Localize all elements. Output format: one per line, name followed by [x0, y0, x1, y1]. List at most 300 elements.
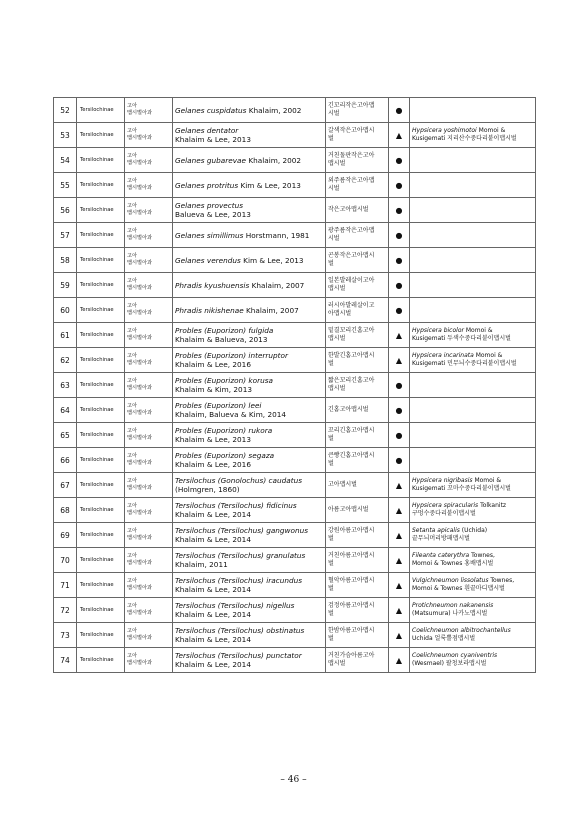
host-cell-host-italic: Hypsicera spiracularis [412, 502, 479, 509]
scientific-name-cell [173, 398, 326, 423]
subfamily-cell-subfamily: Tersilochinae [80, 532, 114, 538]
korean-name-cell [326, 523, 389, 548]
family-cell [125, 198, 173, 223]
status-mark [389, 548, 410, 573]
scientific-name-cell-sci-line2: Khalaim & Lee, 2014 [175, 585, 251, 594]
family-cell-family: 고아 맵시벌아과 [127, 278, 153, 291]
korean-name-cell [326, 573, 389, 598]
scientific-name-cell-sci-italic: Probles (Euporizon) korusa [175, 376, 274, 385]
scientific-name-cell-sci-plain: Khalaim, 2002 [246, 105, 302, 115]
scientific-name-cell-sci-line2: Khalaim & Kim, 2013 [175, 385, 252, 394]
subfamily-cell-subfamily: Tersilochinae [80, 332, 114, 338]
host-cell-host-italic: Vulgichneumon lissolatus [412, 577, 489, 584]
status-mark [389, 473, 410, 498]
subfamily-cell-subfamily: Tersilochinae [80, 607, 114, 613]
table-row [54, 173, 536, 198]
family-cell-family: 고아 맵시벌아과 [127, 253, 153, 266]
scientific-name-cell-sci-italic: Tersilochus (Tersilochus) iracundus [175, 576, 303, 585]
scientific-name-cell-sci-line2: Khalaim & Lee, 2016 [175, 460, 251, 469]
korean-name-cell [326, 623, 389, 648]
korean-name-cell [326, 548, 389, 573]
subfamily-cell-subfamily: Tersilochinae [80, 657, 114, 663]
row-number [54, 198, 77, 223]
korean-name-cell [326, 148, 389, 173]
row-number-no: 68 [60, 505, 70, 515]
scientific-name-cell-sci-italic: Probles (Euporizon) leei [175, 401, 262, 410]
family-cell-family: 고아 맵시벌아과 [127, 628, 153, 641]
row-number [54, 423, 77, 448]
korean-name-cell-korean: 검정아름고아맵시 벌 [328, 602, 375, 617]
subfamily-cell [77, 498, 125, 523]
korean-name-cell-korean: 고아맵시벌 [328, 481, 357, 488]
table-row [54, 348, 536, 373]
host-cell-host-plain: Townes, [469, 552, 495, 559]
host-cell-host-plain: (Uchida) [459, 527, 488, 534]
scientific-name-cell-sci-italic: Tersilochus (Tersilochus) punctator [175, 651, 302, 660]
table-row [54, 198, 536, 223]
scientific-name-cell-sci-italic: Gelanes provectus [175, 201, 244, 210]
table-row [54, 523, 536, 548]
family-cell-family: 고아 맵시벌아과 [127, 203, 153, 216]
status-mark [389, 623, 410, 648]
status-mark-mark: ● [395, 155, 403, 165]
table-row [54, 123, 536, 148]
row-number-no: 59 [60, 280, 70, 290]
family-cell [125, 398, 173, 423]
table-row [54, 373, 536, 398]
scientific-name-cell-sci-italic: Gelanes dentator [175, 126, 239, 135]
subfamily-cell [77, 98, 125, 123]
family-cell-family: 고아 맵시벌아과 [127, 153, 153, 166]
family-cell-family: 고아 맵시벌아과 [127, 653, 153, 666]
status-mark-mark: ● [395, 455, 403, 465]
subfamily-cell-subfamily: Tersilochinae [80, 232, 114, 238]
row-number-no: 61 [60, 330, 70, 340]
row-number [54, 573, 77, 598]
host-cell-host-line2: Kusigemati 두색수중다리붙이맵시벌 [412, 335, 511, 342]
status-mark-mark: ▲ [395, 480, 403, 490]
scientific-name-cell [173, 498, 326, 523]
subfamily-cell [77, 123, 125, 148]
host-cell-host-line2: Kusigemati 민무늬수중다리붙이맵시벌 [412, 360, 517, 367]
subfamily-cell [77, 273, 125, 298]
subfamily-cell-subfamily: Tersilochinae [80, 107, 114, 113]
row-number-no: 64 [60, 405, 70, 415]
table-row [54, 423, 536, 448]
row-number-no: 54 [60, 155, 70, 165]
scientific-name-cell-sci-line2: Khalaim & Lee, 2014 [175, 535, 251, 544]
scientific-name-cell-sci-italic: Probles (Euporizon) interruptor [175, 351, 289, 360]
scientific-name-cell [173, 523, 326, 548]
status-mark [389, 223, 410, 248]
scientific-name-cell-sci-line2: Khalaim, 2011 [175, 560, 228, 569]
subfamily-cell [77, 548, 125, 573]
korean-name-cell [326, 598, 389, 623]
subfamily-cell [77, 348, 125, 373]
scientific-name-cell-sci-plain: Kim & Lee, 2013 [238, 180, 301, 190]
row-number [54, 98, 77, 123]
row-number-no: 55 [60, 180, 70, 190]
family-cell-family: 고아 맵시벌아과 [127, 228, 153, 241]
scientific-name-cell [173, 223, 326, 248]
korean-name-cell-korean: 강원아름고아맵시 벌 [328, 527, 375, 542]
family-cell [125, 498, 173, 523]
subfamily-cell [77, 223, 125, 248]
table-row [54, 98, 536, 123]
table-row [54, 623, 536, 648]
family-cell-family: 고아 맵시벌아과 [127, 128, 153, 141]
scientific-name-cell [173, 548, 326, 573]
korean-name-cell [326, 473, 389, 498]
row-number [54, 123, 77, 148]
table-row [54, 298, 536, 323]
family-cell-family: 고아 맵시벌아과 [127, 428, 153, 441]
host-cell [410, 298, 536, 323]
host-cell [410, 498, 536, 523]
row-number [54, 548, 77, 573]
subfamily-cell-subfamily: Tersilochinae [80, 432, 114, 438]
status-mark [389, 348, 410, 373]
korean-name-cell [326, 373, 389, 398]
family-cell [125, 623, 173, 648]
korean-name-cell [326, 98, 389, 123]
family-cell-family: 고아 맵시벌아과 [127, 178, 153, 191]
scientific-name-cell [173, 173, 326, 198]
family-cell [125, 423, 173, 448]
host-cell-host-plain: Momoi & [472, 477, 502, 484]
family-cell [125, 223, 173, 248]
subfamily-cell-subfamily: Tersilochinae [80, 307, 114, 313]
host-cell [410, 173, 536, 198]
family-cell [125, 448, 173, 473]
korean-name-cell-korean: 혈악아름고아맵시 벌 [328, 577, 375, 592]
table-row [54, 473, 536, 498]
host-cell [410, 598, 536, 623]
family-cell [125, 98, 173, 123]
family-cell-family: 고아 맵시벌아과 [127, 578, 153, 591]
status-mark-mark: ● [395, 105, 403, 115]
host-cell-host-plain: Momoi & [463, 327, 493, 334]
status-mark [389, 598, 410, 623]
scientific-name-cell-sci-italic: Gelanes protritus [175, 180, 239, 190]
host-cell-host-plain: Momoi & [473, 352, 503, 359]
host-cell [410, 648, 536, 673]
korean-name-cell-korean: 곤봉작은고아맵시 벌 [328, 252, 375, 267]
family-cell-family: 고아 맵시벌아과 [127, 478, 153, 491]
subfamily-cell-subfamily: Tersilochinae [80, 157, 114, 163]
status-mark [389, 373, 410, 398]
subfamily-cell [77, 598, 125, 623]
row-number-no: 57 [60, 230, 70, 240]
subfamily-cell [77, 448, 125, 473]
host-cell [410, 473, 536, 498]
row-number [54, 348, 77, 373]
family-cell [125, 548, 173, 573]
korean-name-cell-korean: 광주름작은고아맵 시벌 [328, 227, 375, 242]
scientific-name-cell [173, 423, 326, 448]
status-mark [389, 123, 410, 148]
subfamily-cell-subfamily: Tersilochinae [80, 282, 114, 288]
family-cell [125, 123, 173, 148]
subfamily-cell-subfamily: Tersilochinae [80, 557, 114, 563]
status-mark-mark: ▲ [395, 555, 403, 565]
subfamily-cell [77, 573, 125, 598]
family-cell [125, 148, 173, 173]
status-mark [389, 273, 410, 298]
row-number-no: 62 [60, 355, 70, 365]
status-mark-mark: ● [395, 405, 403, 415]
subfamily-cell-subfamily: Tersilochinae [80, 507, 114, 513]
status-mark [389, 573, 410, 598]
host-cell-host-line2: Momoi & Townes 홍배맵시벌 [412, 560, 494, 567]
korean-name-cell-korean: 갈색작은고아맵시 벌 [328, 127, 375, 142]
family-cell [125, 173, 173, 198]
korean-name-cell-korean: 한발긴홈고아맵시 벌 [328, 352, 375, 367]
status-mark [389, 98, 410, 123]
scientific-name-cell-sci-italic: Gelanes cuspidatus [175, 105, 247, 115]
host-cell-host-italic: Hypsicera yoshimotoi [412, 127, 477, 134]
korean-name-cell-korean: 큰빵긴홈고아맵시 벌 [328, 452, 375, 467]
scientific-name-cell-sci-plain: Khalaim, 2002 [246, 155, 302, 165]
family-cell [125, 523, 173, 548]
korean-name-cell-korean: 긴꼬리작은고아맵 시벌 [328, 102, 375, 117]
row-number [54, 448, 77, 473]
table-row [54, 498, 536, 523]
subfamily-cell-subfamily: Tersilochinae [80, 407, 114, 413]
korean-name-cell [326, 298, 389, 323]
scientific-name-cell-sci-italic: Probles (Euporizon) segaza [175, 451, 275, 460]
korean-name-cell [326, 648, 389, 673]
row-number-no: 73 [60, 630, 70, 640]
host-cell-host-line2: Momoi & Townes 흰끝마디맵시벌 [412, 585, 505, 592]
subfamily-cell [77, 473, 125, 498]
subfamily-cell [77, 298, 125, 323]
status-mark-mark: ▲ [395, 505, 403, 515]
table-row [54, 273, 536, 298]
family-cell-family: 고아 맵시벌아과 [127, 328, 153, 341]
table-row [54, 248, 536, 273]
row-number-no: 66 [60, 455, 70, 465]
korean-name-cell-korean: 외주름작은고아맵 시벌 [328, 177, 375, 192]
subfamily-cell [77, 398, 125, 423]
host-cell [410, 223, 536, 248]
host-cell [410, 273, 536, 298]
table-row [54, 648, 536, 673]
status-mark [389, 298, 410, 323]
host-cell-host-plain: Tolkanitz [478, 502, 507, 509]
host-cell-host-italic: Hypsicera nigribasis [412, 477, 473, 484]
host-cell [410, 98, 536, 123]
status-mark [389, 423, 410, 448]
scientific-name-cell [173, 373, 326, 398]
subfamily-cell [77, 523, 125, 548]
subfamily-cell [77, 323, 125, 348]
korean-name-cell-korean: 러시아발레살이고 아맵시벌 [328, 302, 375, 317]
row-number [54, 598, 77, 623]
host-cell [410, 373, 536, 398]
scientific-name-cell [173, 473, 326, 498]
host-cell-host-italic: Coelichneumon cyaniventris [412, 652, 498, 659]
subfamily-cell [77, 623, 125, 648]
scientific-name-cell [173, 148, 326, 173]
host-cell-host-line2: Uchida 얼룩뿔점맵시벌 [412, 635, 476, 642]
host-cell [410, 523, 536, 548]
scientific-name-cell [173, 348, 326, 373]
scientific-name-cell [173, 198, 326, 223]
host-cell [410, 123, 536, 148]
korean-name-cell [326, 498, 389, 523]
row-number [54, 298, 77, 323]
subfamily-cell [77, 148, 125, 173]
scientific-name-cell-sci-line2: Khalaim, Balueva & Kim, 2014 [175, 410, 287, 419]
family-cell [125, 373, 173, 398]
korean-name-cell-korean: 거친가슴아름고아 맵시벌 [328, 652, 375, 667]
host-cell [410, 423, 536, 448]
scientific-name-cell [173, 298, 326, 323]
family-cell [125, 323, 173, 348]
scientific-name-cell [173, 98, 326, 123]
subfamily-cell-subfamily: Tersilochinae [80, 582, 114, 588]
host-cell-host-italic: Setanta apicalis [412, 527, 460, 534]
row-number-no: 70 [60, 555, 70, 565]
row-number [54, 323, 77, 348]
scientific-name-cell-sci-italic: Tersilochus (Tersilochus) fidicinus [175, 501, 297, 510]
scientific-name-cell [173, 573, 326, 598]
status-mark-mark: ▲ [395, 655, 403, 665]
scientific-name-cell-sci-italic: Probles (Euporizon) fulgida [175, 326, 274, 335]
host-cell [410, 198, 536, 223]
status-mark [389, 648, 410, 673]
korean-name-cell-korean: 밑결꼬리긴홈고아 맵시벌 [328, 327, 375, 342]
korean-name-cell-korean: 작은고아맵시벌 [328, 206, 369, 213]
row-number-no: 56 [60, 205, 70, 215]
row-number [54, 248, 77, 273]
family-cell [125, 598, 173, 623]
korean-name-cell [326, 198, 389, 223]
table-row [54, 323, 536, 348]
scientific-name-cell-sci-line2: Khalaim & Lee, 2013 [175, 435, 251, 444]
status-mark-mark: ● [395, 430, 403, 440]
row-number [54, 173, 77, 198]
status-mark-mark: ● [395, 230, 403, 240]
host-cell-host-line2: 끝무늬머리방패맵시벌 [412, 535, 470, 542]
table-row [54, 223, 536, 248]
status-mark-mark: ▲ [395, 355, 403, 365]
korean-name-cell [326, 223, 389, 248]
host-cell-host-italic: Coelichneumon albitrochantellus [412, 627, 511, 634]
status-mark-mark: ▲ [395, 630, 403, 640]
host-cell-host-plain: Momoi & [476, 127, 506, 134]
table-row [54, 448, 536, 473]
korean-name-cell [326, 348, 389, 373]
table-row [54, 598, 536, 623]
scientific-name-cell [173, 273, 326, 298]
korean-name-cell [326, 448, 389, 473]
subfamily-cell-subfamily: Tersilochinae [80, 482, 114, 488]
row-number [54, 623, 77, 648]
host-cell-host-line2: Kusigemati 꼬마수중다리붙이맵시벌 [412, 485, 511, 492]
scientific-name-cell [173, 623, 326, 648]
row-number-no: 63 [60, 380, 70, 390]
korean-name-cell-korean: 거친아름고아맵시 벌 [328, 552, 375, 567]
row-number-no: 69 [60, 530, 70, 540]
status-mark [389, 323, 410, 348]
host-cell-host-line2: 구멍수중다리붙이맵시벌 [412, 510, 476, 517]
family-cell [125, 273, 173, 298]
scientific-name-cell-sci-plain: Kim & Lee, 2013 [240, 255, 304, 265]
korean-name-cell-korean: 일본발레살이고아 맵시벌 [328, 277, 375, 292]
scientific-name-cell-sci-italic: Gelanes gubarevae [175, 155, 247, 165]
table-row [54, 398, 536, 423]
status-mark [389, 398, 410, 423]
korean-name-cell [326, 248, 389, 273]
row-number-no: 60 [60, 305, 70, 315]
row-number-no: 52 [60, 105, 70, 115]
scientific-name-cell-sci-italic: Tersilochus (Tersilochus) nigellus [175, 601, 295, 610]
scientific-name-cell-sci-line2: Khalaim & Lee, 2014 [175, 510, 251, 519]
row-number [54, 473, 77, 498]
scientific-name-cell-sci-italic: Tersilochus (Tersilochus) granulatus [175, 551, 306, 560]
scientific-name-cell-sci-italic: Phradis nikishenae [175, 305, 244, 315]
subfamily-cell [77, 648, 125, 673]
family-cell-family: 고아 맵시벌아과 [127, 303, 153, 316]
table-row [54, 573, 536, 598]
scientific-name-cell-sci-plain: Khalaim, 2007 [249, 280, 305, 290]
row-number [54, 498, 77, 523]
status-mark [389, 173, 410, 198]
family-cell-family: 고아 맵시벌아과 [127, 378, 153, 391]
scientific-name-cell-sci-line2: (Holmgren, 1860) [175, 485, 240, 494]
scientific-name-cell [173, 248, 326, 273]
host-cell-host-line2: (Matsumura) 나카노맵시벌 [412, 610, 488, 617]
korean-name-cell [326, 273, 389, 298]
family-cell [125, 648, 173, 673]
table-row [54, 148, 536, 173]
host-cell [410, 248, 536, 273]
host-cell-host-line2: Kusigemati 지리산수중다리붙이맵시벌 [412, 135, 517, 142]
host-cell [410, 448, 536, 473]
scientific-name-cell-sci-italic: Tersilochus (Tersilochus) obstinatus [175, 626, 305, 635]
scientific-name-cell [173, 323, 326, 348]
row-number [54, 398, 77, 423]
family-cell-family: 고아 맵시벌아과 [127, 103, 153, 116]
family-cell-family: 고아 맵시벌아과 [127, 353, 153, 366]
family-cell-family: 고아 맵시벌아과 [127, 503, 153, 516]
family-cell-family: 고아 맵시벌아과 [127, 528, 153, 541]
scientific-name-cell-sci-italic: Gelanes verendus [175, 255, 241, 265]
row-number [54, 273, 77, 298]
host-cell [410, 348, 536, 373]
korean-name-cell [326, 423, 389, 448]
scientific-name-cell-sci-line2: Balueva & Lee, 2013 [175, 210, 251, 219]
scientific-name-cell-sci-italic: Phradis kyushuensis [175, 280, 250, 290]
subfamily-cell-subfamily: Tersilochinae [80, 207, 114, 213]
korean-name-cell-korean: 짧은꼬리긴홈고아 맵시벌 [328, 377, 375, 392]
subfamily-cell [77, 423, 125, 448]
host-cell [410, 623, 536, 648]
host-cell [410, 398, 536, 423]
status-mark [389, 148, 410, 173]
status-mark-mark: ● [395, 180, 403, 190]
scientific-name-cell-sci-line2: Khalaim & Lee, 2014 [175, 635, 251, 644]
host-cell-host-italic: Fileanta caterythra [412, 552, 470, 559]
row-number-no: 58 [60, 255, 70, 265]
status-mark-mark: ▲ [395, 130, 403, 140]
row-number [54, 523, 77, 548]
family-cell [125, 248, 173, 273]
subfamily-cell-subfamily: Tersilochinae [80, 182, 114, 188]
row-number-no: 53 [60, 130, 70, 140]
